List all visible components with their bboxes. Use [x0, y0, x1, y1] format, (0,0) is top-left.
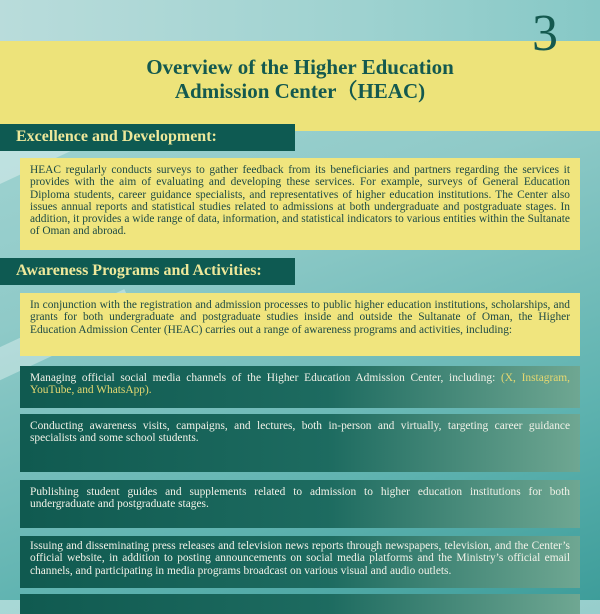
list-item: [20, 536, 580, 588]
item-text: Publishing student guides and supplements related to admission to higher education institutions for both undergraduate and postgraduate stages.: [30, 486, 570, 511]
item-text: Managing official social media channels of the Higher Education Admission Center, including:: [30, 372, 501, 384]
section-paragraph: HEAC regularly conducts surveys to gather feedback from its beneficiaries and partners regarding the services it provides with the aim of evaluating and developing these services. For example, surveys of General Education Diploma students, career guidance specialists, and representatives of higher education institutions. The Center also issues annual reports and statistical studies related to admissions at both undergraduate and postgraduate stages. In addition, it provides a wide range of data, information, and statistical indicators to various entities within the Sultanate of Oman and abroad.: [20, 158, 580, 250]
section-heading: Excellence and Development:: [0, 124, 295, 151]
list-item: [20, 480, 580, 528]
section-paragraph: In conjunction with the registration and admission processes to public higher education institutions, scholarships, and grants for both undergraduate and postgraduate studies inside and outside the Sultanate of Oman, the Higher Education Admission Center (HEAC) carries out a range of awareness programs and activities, including:: [20, 293, 580, 356]
title-line: Overview of the Higher Education: [146, 55, 454, 79]
item-text: Issuing and disseminating press releases and television news reports through newspapers, television, and the Center’s official website, in addition to posting announcements on social media platforms and the Ministry’s official email channels, and participating in media programs broadcast on various visual and audio outlets.: [30, 540, 570, 577]
header-photo: [0, 0, 600, 42]
social-channels-highlight: (X, Instagram, YouTube, and WhatsApp).: [30, 372, 571, 397]
page-number: 3: [532, 5, 558, 62]
list-item-partial: [20, 594, 580, 614]
list-item: [20, 414, 580, 472]
list-item: [20, 366, 580, 408]
page-title: [0, 55, 600, 103]
title-line: Admission Center（HEAC): [174, 79, 426, 103]
item-text: Conducting awareness visits, campaigns, and lectures, both in-person and virtually, targeting career guidance specialists and some school students.: [30, 420, 570, 445]
section-heading: Awareness Programs and Activities:: [0, 258, 295, 285]
